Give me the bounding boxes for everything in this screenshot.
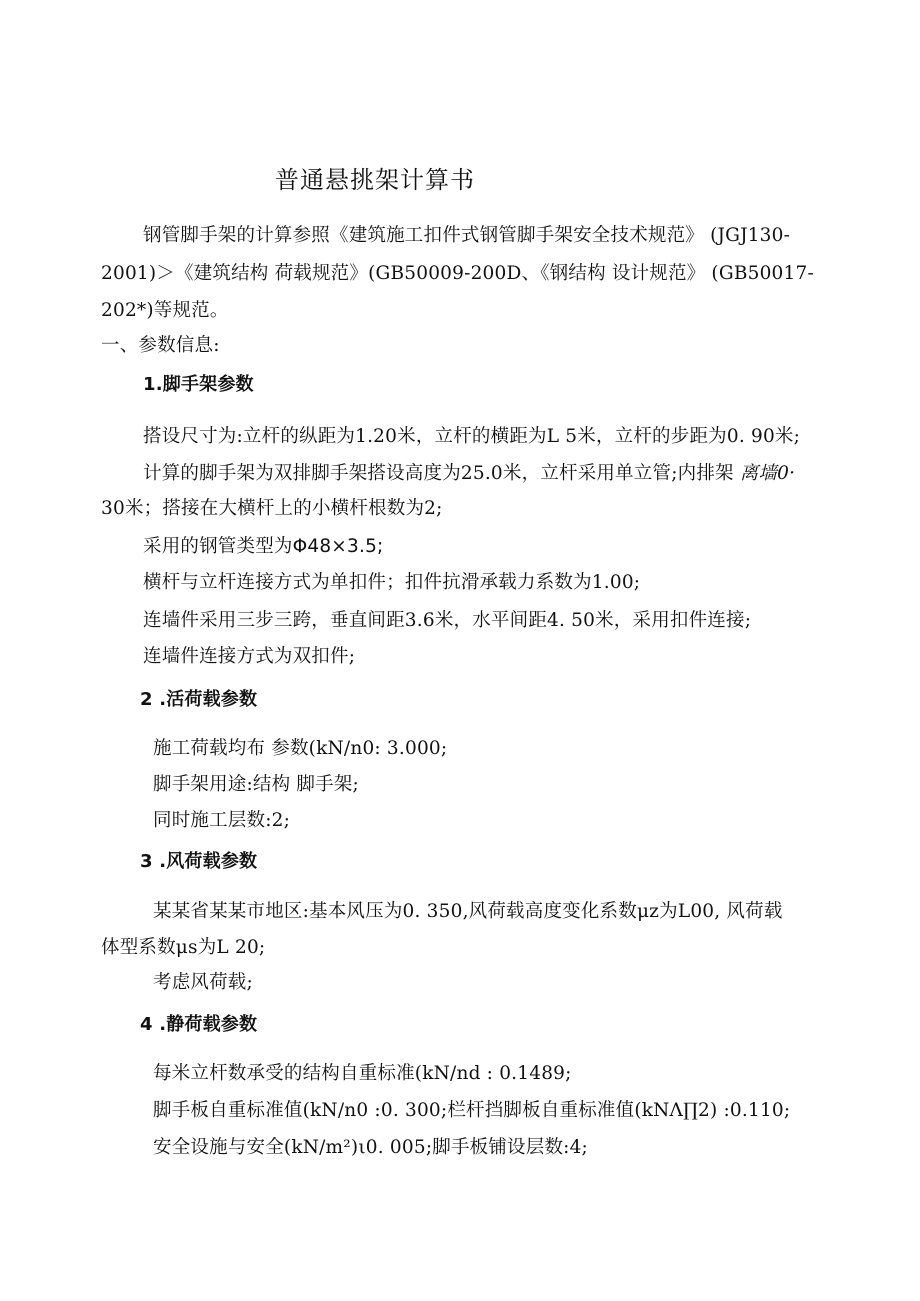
scaffold-param-line-2-italic: 离墙0· xyxy=(739,463,796,484)
live-load-line-1: 施工荷载均布 参数(kN/n0: 3.000; xyxy=(153,738,448,759)
wind-load-line-2: 体型系数μs为L 20; xyxy=(101,937,266,958)
live-load-line-3: 同时施工层数:2; xyxy=(153,810,291,831)
scaffold-param-line-3: 30米；搭接在大横杆上的小横杆根数为2; xyxy=(101,498,443,519)
wind-load-line-1: 某某省某某市地区:基本风压为0. 350,风荷载高度变化系数μz为L00, 风荷载 xyxy=(153,901,783,922)
scaffold-param-line-5: 横杆与立杆连接方式为单扣件；扣件抗滑承载力系数为1.00; xyxy=(143,572,641,593)
live-load-line-2: 脚手架用途:结构 脚手架; xyxy=(153,774,359,795)
intro-line-2: 2001)＞《建筑结构 荷载规范》(GB50009-200D、《钢结构 设计规范》 (GB50017- xyxy=(101,263,814,284)
scaffold-param-line-6: 连墙件采用三步三跨，垂直间距3.6米，水平间距4. 50米，采用扣件连接; xyxy=(143,610,752,631)
heading-live-load-params: 2 .活荷载参数 xyxy=(140,689,258,710)
scaffold-param-line-7: 连墙件连接方式为双扣件; xyxy=(143,646,356,667)
document-title: 普通悬挑架计算书 xyxy=(275,166,475,194)
section-title-parameters: 一、参数信息: xyxy=(101,335,220,356)
heading-static-load-params: 4 .静荷载参数 xyxy=(140,1014,258,1035)
scaffold-param-line-4 xyxy=(143,535,383,559)
static-load-line-3: 安全设施与安全(kN/m²)ι0. 005;脚手板铺设层数:4; xyxy=(153,1137,588,1158)
wind-load-line-3: 考虑风荷载; xyxy=(153,972,253,993)
intro-line-1: 钢管脚手架的计算参照《建筑施工扣件式钢管脚手架安全技术规范》 (JGJ130- xyxy=(143,225,791,246)
scaffold-param-line-1: 搭设尺寸为:立杆的纵距为1.20米，立杆的横距为L 5米，立杆的步距为0. 90米; xyxy=(143,426,801,447)
heading-scaffold-params: 1.脚手架参数 xyxy=(143,374,254,395)
static-load-line-1: 每米立杆数承受的结构自重标准(kN/nd : 0.1489; xyxy=(153,1063,572,1084)
scaffold-param-line-4-main: 采用的钢管类型为 xyxy=(143,536,293,557)
pipe-spec: Φ48×3.5; xyxy=(292,536,384,557)
scaffold-param-line-2-main: 计算的脚手架为双排脚手架搭设高度为25.0米，立杆采用单立管;内排架 xyxy=(143,463,734,484)
intro-line-3: 202*)等规范。 xyxy=(101,300,229,321)
static-load-line-2: 脚手板自重标准值(kN/n0 :0. 300;栏杆挡脚板自重标准值(kNΛ∏2) :0.110; xyxy=(153,1100,791,1121)
scaffold-param-line-2 xyxy=(143,462,795,486)
heading-wind-load-params: 3 .风荷载参数 xyxy=(140,851,258,872)
